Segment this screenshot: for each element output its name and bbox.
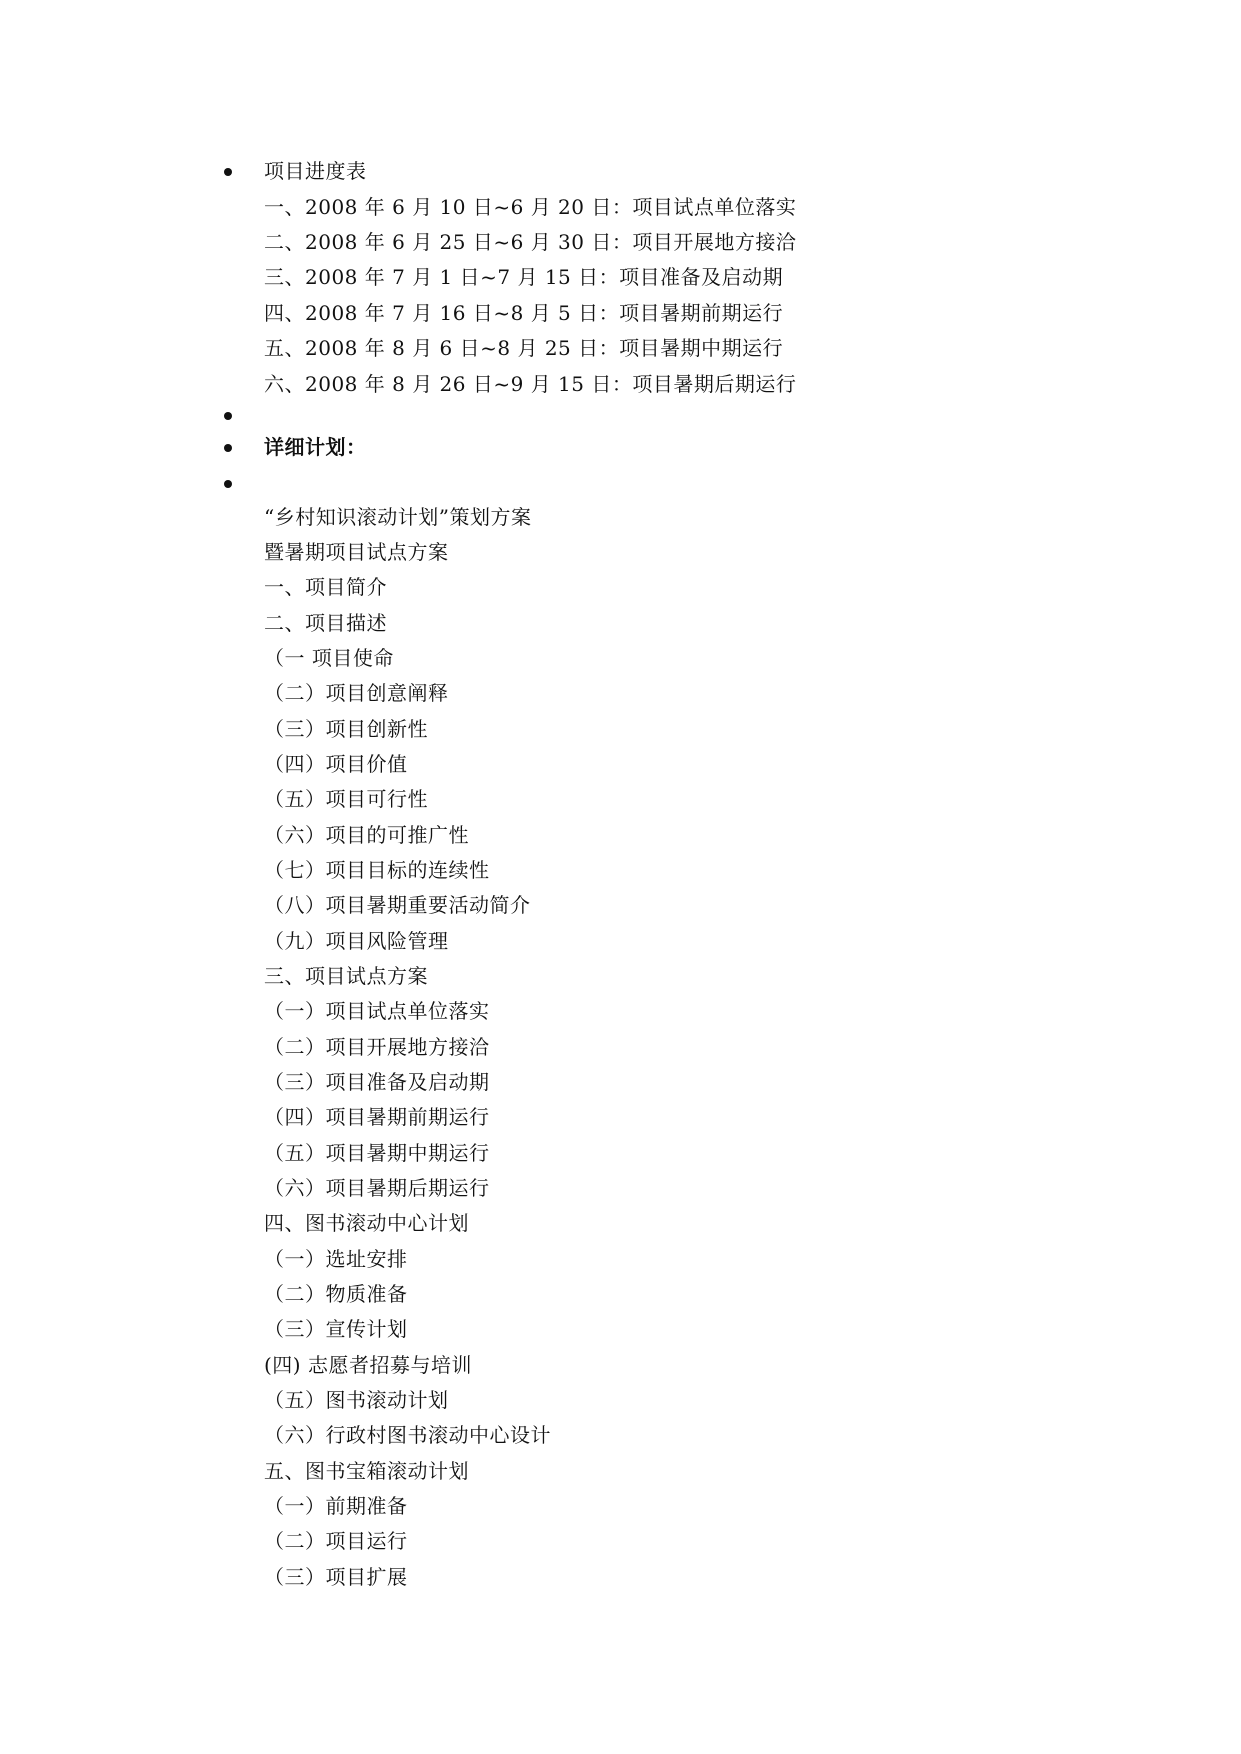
outline-item: 三、项目试点方案 <box>264 964 428 988</box>
outline-item: （二）项目开展地方接洽 <box>264 1035 490 1059</box>
outline-item: （五）项目可行性 <box>264 787 428 811</box>
outline-item: （八）项目暑期重要活动简介 <box>264 893 531 917</box>
outline-item: （九）项目风险管理 <box>264 929 449 953</box>
outline-item: （一）选址安排 <box>264 1247 408 1271</box>
detail-heading: 详细计划： <box>264 435 367 459</box>
schedule-heading: 项目进度表 <box>264 159 367 183</box>
list-bullet <box>224 480 232 488</box>
list-bullet <box>224 412 232 420</box>
outline-item: （五）项目暑期中期运行 <box>264 1141 490 1165</box>
schedule-item: 一、2008 年 6 月 10 日~6 月 20 日：项目试点单位落实 <box>264 195 797 219</box>
outline-item: （二）项目创意阐释 <box>264 681 449 705</box>
outline-item: （一 项目使命 <box>264 646 394 670</box>
schedule-item: 三、2008 年 7 月 1 日~7 月 15 日：项目准备及启动期 <box>264 265 784 289</box>
outline-item: （一）项目试点单位落实 <box>264 999 490 1023</box>
outline-item: (四) 志愿者招募与培训 <box>264 1353 472 1377</box>
outline-item: （二）项目运行 <box>264 1529 408 1553</box>
outline-item: （三）项目创新性 <box>264 717 428 741</box>
outline-item: 二、项目描述 <box>264 611 387 635</box>
outline-item: 五、图书宝箱滚动计划 <box>264 1459 469 1483</box>
schedule-item: 六、2008 年 8 月 26 日~9 月 15 日：项目暑期后期运行 <box>264 372 797 396</box>
outline-item: 四、图书滚动中心计划 <box>264 1211 469 1235</box>
outline-item: （六）项目暑期后期运行 <box>264 1176 490 1200</box>
outline-item: （三）宣传计划 <box>264 1317 408 1341</box>
outline-item: （六）行政村图书滚动中心设计 <box>264 1423 551 1447</box>
outline-item: （三）项目扩展 <box>264 1565 408 1589</box>
schedule-item: 四、2008 年 7 月 16 日~8 月 5 日：项目暑期前期运行 <box>264 301 784 325</box>
list-bullet <box>224 168 232 176</box>
plan-title: “乡村知识滚动计划”策划方案 <box>264 505 532 529</box>
outline-item: （一）前期准备 <box>264 1494 408 1518</box>
plan-subtitle: 暨暑期项目试点方案 <box>264 540 449 564</box>
outline-item: 一、项目简介 <box>264 575 387 599</box>
list-bullet <box>224 444 232 452</box>
schedule-item: 二、2008 年 6 月 25 日~6 月 30 日：项目开展地方接洽 <box>264 230 797 254</box>
outline-item: （七）项目目标的连续性 <box>264 858 490 882</box>
outline-item: （三）项目准备及启动期 <box>264 1070 490 1094</box>
schedule-item: 五、2008 年 8 月 6 日~8 月 25 日：项目暑期中期运行 <box>264 336 784 360</box>
outline-item: （六）项目的可推广性 <box>264 823 469 847</box>
outline-item: （二）物质准备 <box>264 1282 408 1306</box>
outline-item: （四）项目暑期前期运行 <box>264 1105 490 1129</box>
outline-item: （五）图书滚动计划 <box>264 1388 449 1412</box>
outline-item: （四）项目价值 <box>264 752 408 776</box>
